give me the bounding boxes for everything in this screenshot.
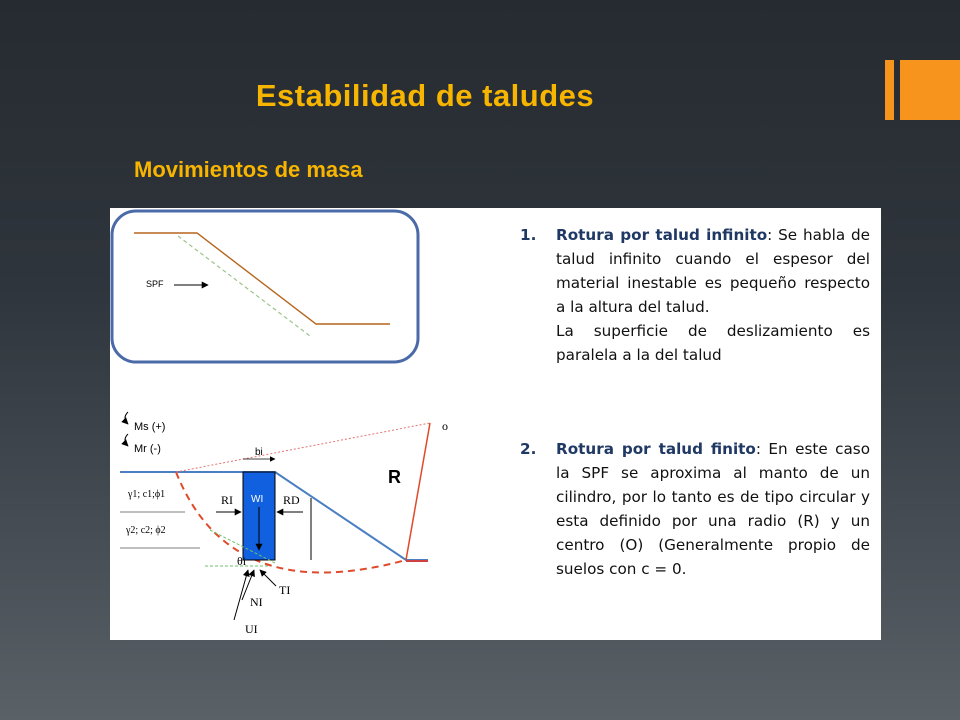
infinite-slope-diagram [112, 211, 418, 362]
accent-bar-thin [885, 60, 894, 120]
radius-label: R [388, 467, 401, 487]
failure-types-list [520, 223, 870, 581]
ni-label: NI [250, 595, 263, 609]
mr-label: Mr (-) [134, 443, 161, 455]
theta-label: θi [237, 554, 247, 568]
wi-label: WI [251, 494, 264, 505]
figure-panel [110, 208, 881, 640]
list-item-number: 2. [520, 440, 537, 458]
ms-label: Ms (+) [134, 421, 166, 433]
list-item-infinite-slope [520, 223, 870, 367]
ri-label: RI [221, 493, 233, 507]
slide-subtitle: Movimientos de masa [134, 157, 363, 182]
list-item-heading: Rotura por talud infinito [556, 226, 768, 244]
ti-label: TI [279, 583, 291, 597]
list-item-heading: Rotura por talud finito [556, 440, 756, 458]
slide-title: Estabilidad de taludes [255, 78, 595, 113]
mr-moment-icon [125, 434, 128, 446]
finite-slope-diagram [120, 412, 448, 636]
layer1-label: γ1; c1;ϕ1 [128, 489, 166, 500]
list-item-text: : En este caso la SPF se aproxima al manto de un cilindro, por lo tanto es de tipo circular y esta definido por una radio (R) y un centro (O) (Generalmente propio de suelos con c = 0. [556, 440, 870, 578]
ms-moment-icon [125, 412, 128, 424]
infinite-slope-profile [134, 233, 390, 324]
ui-label: UI [245, 622, 258, 636]
accent-bar-thick [900, 60, 960, 120]
list-item-finite-slope [520, 437, 870, 581]
radius-line-right [406, 423, 430, 560]
layer2-label: γ2; c2; ϕ2 [126, 525, 166, 536]
circular-slip-surface [176, 472, 406, 573]
rd-label: RD [283, 493, 300, 507]
list-item-text-2: La superficie de deslizamiento es paralela a la del talud [556, 322, 870, 364]
list-item-text: : Se habla de talud infinito cuando el espesor del material inestable es pequeño respecto a la altura del talud. [556, 226, 870, 316]
radius-line-left [176, 423, 430, 472]
center-label: o [442, 419, 448, 433]
spf-label: SPF [146, 279, 164, 289]
ti-arrow [260, 570, 276, 586]
list-item-number: 1. [520, 226, 537, 244]
infinite-slip-surface [178, 236, 310, 336]
ui-arrow [234, 570, 248, 620]
bi-label: bi [255, 447, 263, 458]
